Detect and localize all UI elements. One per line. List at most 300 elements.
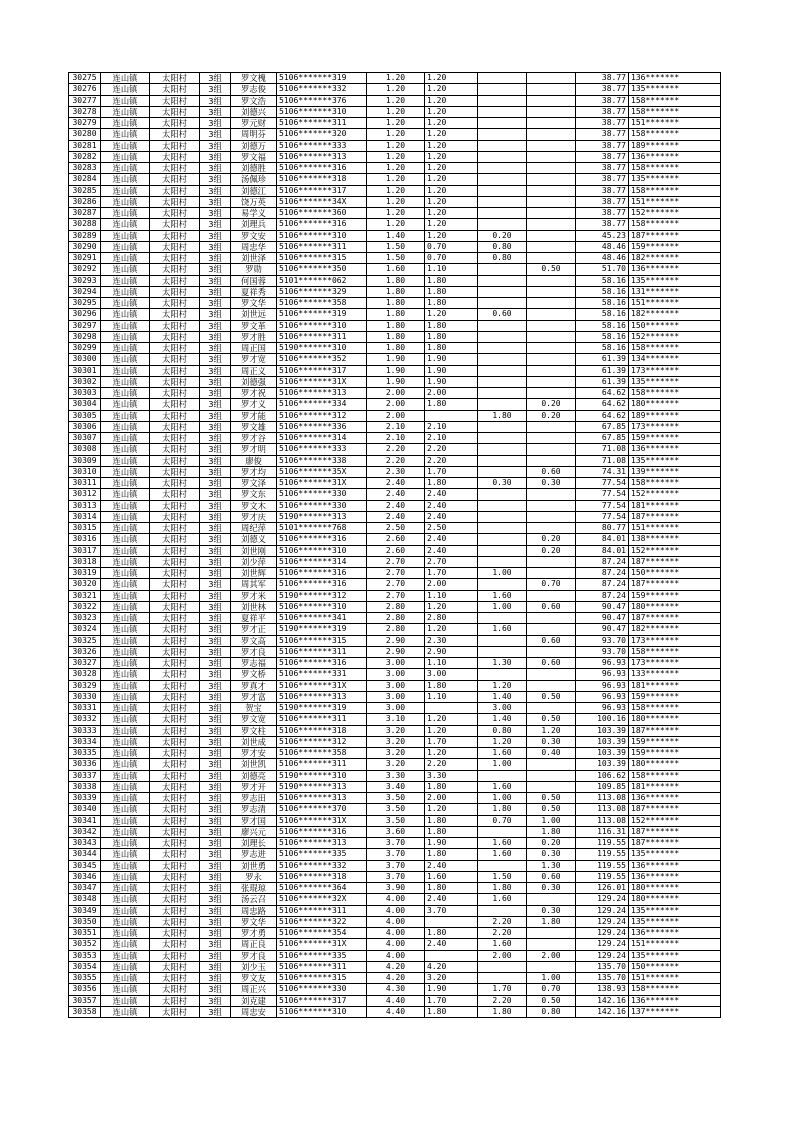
cell-area-col-c bbox=[527, 590, 576, 601]
cell-area-col-c bbox=[527, 253, 576, 264]
cell-village: 太阳村 bbox=[150, 466, 200, 477]
cell-area-col-a: 1.20 bbox=[425, 196, 478, 207]
cell-town: 连山镇 bbox=[101, 973, 150, 984]
cell-village: 太阳村 bbox=[150, 84, 200, 95]
table-row bbox=[69, 388, 721, 399]
cell-group: 3组 bbox=[200, 365, 231, 376]
cell-total-area: 3.40 bbox=[367, 781, 425, 792]
cell-phone: 187******* bbox=[629, 826, 721, 837]
cell-amount: 58.16 bbox=[576, 286, 629, 297]
cell-town: 连山镇 bbox=[101, 928, 150, 939]
table-row bbox=[69, 410, 721, 421]
cell-amount: 58.16 bbox=[576, 309, 629, 320]
cell-total-area: 3.50 bbox=[367, 815, 425, 826]
cell-amount: 113.08 bbox=[576, 804, 629, 815]
cell-amount: 138.93 bbox=[576, 984, 629, 995]
cell-total-area: 3.00 bbox=[367, 703, 425, 714]
cell-town: 连山镇 bbox=[101, 916, 150, 927]
cell-total-area: 2.40 bbox=[367, 511, 425, 522]
cell-amount: 126.01 bbox=[576, 883, 629, 894]
cell-area-col-c bbox=[527, 781, 576, 792]
table-row bbox=[69, 118, 721, 129]
cell-total-area: 3.90 bbox=[367, 883, 425, 894]
cell-area-col-a: 2.20 bbox=[425, 455, 478, 466]
cell-town: 连山镇 bbox=[101, 568, 150, 579]
cell-amount: 38.77 bbox=[576, 174, 629, 185]
table-row bbox=[69, 736, 721, 747]
cell-row-id: 30309 bbox=[69, 455, 101, 466]
cell-id-number: 5106*******311 bbox=[277, 241, 367, 252]
cell-area-col-c: 0.60 bbox=[527, 658, 576, 669]
cell-amount: 90.47 bbox=[576, 613, 629, 624]
table-row bbox=[69, 399, 721, 410]
cell-name: 罗文宽 bbox=[231, 714, 277, 725]
cell-name: 刘德江 bbox=[231, 185, 277, 196]
cell-group: 3组 bbox=[200, 995, 231, 1006]
cell-name: 何国蓉 bbox=[231, 275, 277, 286]
table-row bbox=[69, 376, 721, 387]
cell-row-id: 30292 bbox=[69, 264, 101, 275]
cell-total-area: 1.20 bbox=[367, 95, 425, 106]
table-row bbox=[69, 759, 721, 770]
cell-row-id: 30286 bbox=[69, 196, 101, 207]
cell-total-area: 1.20 bbox=[367, 219, 425, 230]
cell-area-col-a: 1.20 bbox=[425, 118, 478, 129]
cell-area-col-a: 1.80 bbox=[425, 286, 478, 297]
cell-village: 太阳村 bbox=[150, 511, 200, 522]
cell-area-col-b: 1.60 bbox=[478, 849, 527, 860]
cell-id-number: 5106*******320 bbox=[277, 129, 367, 140]
cell-area-col-a: 1.20 bbox=[425, 219, 478, 230]
table-row bbox=[69, 174, 721, 185]
cell-amount: 129.24 bbox=[576, 905, 629, 916]
cell-row-id: 30349 bbox=[69, 905, 101, 916]
cell-village: 太阳村 bbox=[150, 973, 200, 984]
cell-area-col-c bbox=[527, 140, 576, 151]
cell-phone: 173******* bbox=[629, 658, 721, 669]
cell-phone: 158******* bbox=[629, 646, 721, 657]
cell-area-col-b: 0.20 bbox=[478, 230, 527, 241]
cell-amount: 129.24 bbox=[576, 894, 629, 905]
cell-area-col-c bbox=[527, 433, 576, 444]
cell-name: 罗才安 bbox=[231, 748, 277, 759]
cell-name: 罗文安 bbox=[231, 230, 277, 241]
cell-row-id: 30285 bbox=[69, 185, 101, 196]
cell-amount: 71.08 bbox=[576, 444, 629, 455]
cell-total-area: 3.70 bbox=[367, 860, 425, 871]
cell-name: 周正义 bbox=[231, 365, 277, 376]
cell-group: 3组 bbox=[200, 635, 231, 646]
cell-village: 太阳村 bbox=[150, 309, 200, 320]
cell-village: 太阳村 bbox=[150, 770, 200, 781]
cell-area-col-b: 1.00 bbox=[478, 601, 527, 612]
cell-row-id: 30344 bbox=[69, 849, 101, 860]
cell-phone: 189******* bbox=[629, 410, 721, 421]
cell-id-number: 5106*******310 bbox=[277, 601, 367, 612]
cell-area-col-c: 0.30 bbox=[527, 883, 576, 894]
table-row bbox=[69, 860, 721, 871]
cell-phone: 134******* bbox=[629, 354, 721, 365]
cell-row-id: 30354 bbox=[69, 961, 101, 972]
cell-id-number: 5106*******370 bbox=[277, 804, 367, 815]
cell-village: 太阳村 bbox=[150, 860, 200, 871]
cell-town: 连山镇 bbox=[101, 478, 150, 489]
cell-town: 连山镇 bbox=[101, 658, 150, 669]
cell-group: 3组 bbox=[200, 556, 231, 567]
cell-name: 刘世成 bbox=[231, 736, 277, 747]
cell-town: 连山镇 bbox=[101, 500, 150, 511]
cell-area-col-a: 1.80 bbox=[425, 680, 478, 691]
cell-phone: 151******* bbox=[629, 523, 721, 534]
cell-row-id: 30326 bbox=[69, 646, 101, 657]
cell-group: 3组 bbox=[200, 984, 231, 995]
cell-area-col-b: 1.00 bbox=[478, 759, 527, 770]
cell-area-col-c: 2.00 bbox=[527, 950, 576, 961]
cell-area-col-a: 1.20 bbox=[425, 84, 478, 95]
cell-name: 廖兴元 bbox=[231, 826, 277, 837]
cell-group: 3组 bbox=[200, 691, 231, 702]
cell-group: 3组 bbox=[200, 118, 231, 129]
cell-village: 太阳村 bbox=[150, 523, 200, 534]
cell-name: 罗才庆 bbox=[231, 511, 277, 522]
cell-phone: 158******* bbox=[629, 984, 721, 995]
cell-area-col-a: 1.90 bbox=[425, 365, 478, 376]
cell-name: 罗才义 bbox=[231, 399, 277, 410]
cell-area-col-b: 1.80 bbox=[478, 410, 527, 421]
cell-amount: 38.77 bbox=[576, 151, 629, 162]
cell-village: 太阳村 bbox=[150, 759, 200, 770]
cell-area-col-b: 2.20 bbox=[478, 916, 527, 927]
cell-town: 连山镇 bbox=[101, 714, 150, 725]
cell-id-number: 5106*******364 bbox=[277, 883, 367, 894]
cell-area-col-b bbox=[478, 298, 527, 309]
cell-group: 3组 bbox=[200, 478, 231, 489]
cell-name: 罗才良 bbox=[231, 646, 277, 657]
cell-town: 连山镇 bbox=[101, 984, 150, 995]
cell-amount: 96.93 bbox=[576, 680, 629, 691]
cell-group: 3组 bbox=[200, 658, 231, 669]
cell-name: 罗文革 bbox=[231, 320, 277, 331]
cell-town: 连山镇 bbox=[101, 219, 150, 230]
cell-area-col-c bbox=[527, 298, 576, 309]
cell-name: 周正良 bbox=[231, 939, 277, 950]
cell-id-number: 5106*******317 bbox=[277, 185, 367, 196]
cell-area-col-b: 1.70 bbox=[478, 984, 527, 995]
cell-id-number: 5106*******316 bbox=[277, 658, 367, 669]
cell-name: 夏祥平 bbox=[231, 613, 277, 624]
cell-total-area: 2.00 bbox=[367, 388, 425, 399]
cell-area-col-a: 1.70 bbox=[425, 995, 478, 1006]
cell-town: 连山镇 bbox=[101, 241, 150, 252]
cell-area-col-a bbox=[425, 410, 478, 421]
cell-town: 连山镇 bbox=[101, 174, 150, 185]
cell-area-col-b: 0.60 bbox=[478, 309, 527, 320]
cell-total-area: 1.60 bbox=[367, 264, 425, 275]
cell-total-area: 1.80 bbox=[367, 309, 425, 320]
cell-amount: 58.16 bbox=[576, 275, 629, 286]
cell-village: 太阳村 bbox=[150, 624, 200, 635]
cell-total-area: 1.20 bbox=[367, 129, 425, 140]
cell-total-area: 2.80 bbox=[367, 601, 425, 612]
table-row bbox=[69, 466, 721, 477]
table-row bbox=[69, 106, 721, 117]
cell-amount: 48.46 bbox=[576, 253, 629, 264]
cell-phone: 182******* bbox=[629, 624, 721, 635]
cell-name: 张琨琼 bbox=[231, 883, 277, 894]
cell-area-col-c: 0.50 bbox=[527, 804, 576, 815]
cell-area-col-a: 2.40 bbox=[425, 545, 478, 556]
cell-town: 连山镇 bbox=[101, 691, 150, 702]
table-row bbox=[69, 163, 721, 174]
cell-area-col-b bbox=[478, 669, 527, 680]
cell-total-area: 1.20 bbox=[367, 151, 425, 162]
cell-id-number: 5190*******310 bbox=[277, 770, 367, 781]
cell-town: 连山镇 bbox=[101, 455, 150, 466]
cell-id-number: 5106*******31X bbox=[277, 815, 367, 826]
cell-town: 连山镇 bbox=[101, 793, 150, 804]
cell-village: 太阳村 bbox=[150, 815, 200, 826]
cell-total-area: 2.70 bbox=[367, 568, 425, 579]
cell-area-col-b bbox=[478, 118, 527, 129]
cell-area-col-a: 1.80 bbox=[425, 1006, 478, 1017]
cell-amount: 84.01 bbox=[576, 534, 629, 545]
cell-group: 3组 bbox=[200, 106, 231, 117]
cell-area-col-b bbox=[478, 106, 527, 117]
cell-phone: 158******* bbox=[629, 129, 721, 140]
cell-group: 3组 bbox=[200, 73, 231, 84]
cell-name: 罗文高 bbox=[231, 635, 277, 646]
cell-town: 连山镇 bbox=[101, 320, 150, 331]
table-row bbox=[69, 928, 721, 939]
table-row bbox=[69, 208, 721, 219]
cell-amount: 38.77 bbox=[576, 106, 629, 117]
cell-total-area: 2.80 bbox=[367, 624, 425, 635]
cell-area-col-a: 1.10 bbox=[425, 264, 478, 275]
cell-area-col-c: 1.80 bbox=[527, 826, 576, 837]
cell-phone: 151******* bbox=[629, 939, 721, 950]
cell-amount: 67.85 bbox=[576, 421, 629, 432]
cell-total-area: 1.80 bbox=[367, 286, 425, 297]
cell-town: 连山镇 bbox=[101, 275, 150, 286]
cell-id-number: 5106*******318 bbox=[277, 725, 367, 736]
table-row bbox=[69, 849, 721, 860]
cell-total-area: 1.50 bbox=[367, 253, 425, 264]
cell-village: 太阳村 bbox=[150, 601, 200, 612]
cell-area-col-b bbox=[478, 73, 527, 84]
cell-id-number: 5106*******313 bbox=[277, 388, 367, 399]
cell-id-number: 5101*******062 bbox=[277, 275, 367, 286]
table-row bbox=[69, 421, 721, 432]
cell-phone: 136******* bbox=[629, 264, 721, 275]
table-row bbox=[69, 691, 721, 702]
cell-name: 廖俊 bbox=[231, 455, 277, 466]
cell-area-col-b bbox=[478, 140, 527, 151]
cell-area-col-b bbox=[478, 84, 527, 95]
cell-area-col-b: 1.60 bbox=[478, 838, 527, 849]
cell-group: 3组 bbox=[200, 860, 231, 871]
cell-total-area: 1.80 bbox=[367, 331, 425, 342]
cell-amount: 113.08 bbox=[576, 793, 629, 804]
cell-name: 刘德义 bbox=[231, 534, 277, 545]
cell-area-col-c bbox=[527, 106, 576, 117]
cell-id-number: 5106*******350 bbox=[277, 264, 367, 275]
cell-name: 罗志田 bbox=[231, 793, 277, 804]
cell-area-col-b bbox=[478, 174, 527, 185]
table-row bbox=[69, 230, 721, 241]
cell-total-area: 2.00 bbox=[367, 399, 425, 410]
cell-phone: 187******* bbox=[629, 613, 721, 624]
cell-id-number: 5106*******336 bbox=[277, 421, 367, 432]
cell-village: 太阳村 bbox=[150, 725, 200, 736]
cell-town: 连山镇 bbox=[101, 669, 150, 680]
cell-id-number: 5106*******314 bbox=[277, 556, 367, 567]
cell-row-id: 30303 bbox=[69, 388, 101, 399]
cell-village: 太阳村 bbox=[150, 489, 200, 500]
cell-group: 3组 bbox=[200, 950, 231, 961]
table-row bbox=[69, 950, 721, 961]
cell-total-area: 4.40 bbox=[367, 995, 425, 1006]
cell-area-col-b bbox=[478, 95, 527, 106]
cell-area-col-c: 0.50 bbox=[527, 995, 576, 1006]
cell-area-col-c: 0.60 bbox=[527, 635, 576, 646]
cell-town: 连山镇 bbox=[101, 343, 150, 354]
cell-area-col-c bbox=[527, 275, 576, 286]
cell-area-col-b bbox=[478, 151, 527, 162]
cell-phone: 158******* bbox=[629, 219, 721, 230]
cell-area-col-a: 1.80 bbox=[425, 883, 478, 894]
cell-row-id: 30346 bbox=[69, 871, 101, 882]
cell-area-col-a bbox=[425, 950, 478, 961]
cell-area-col-a: 0.70 bbox=[425, 241, 478, 252]
cell-id-number: 5106*******315 bbox=[277, 635, 367, 646]
cell-total-area: 2.10 bbox=[367, 421, 425, 432]
cell-town: 连山镇 bbox=[101, 466, 150, 477]
cell-name: 汤佩珍 bbox=[231, 174, 277, 185]
cell-id-number: 5106*******316 bbox=[277, 534, 367, 545]
cell-name: 罗才良 bbox=[231, 950, 277, 961]
cell-phone: 158******* bbox=[629, 185, 721, 196]
cell-id-number: 5106*******352 bbox=[277, 354, 367, 365]
cell-town: 连山镇 bbox=[101, 646, 150, 657]
cell-phone: 187******* bbox=[629, 804, 721, 815]
cell-name: 罗才开 bbox=[231, 781, 277, 792]
cell-town: 连山镇 bbox=[101, 129, 150, 140]
table-row bbox=[69, 601, 721, 612]
cell-id-number: 5106*******316 bbox=[277, 568, 367, 579]
cell-village: 太阳村 bbox=[150, 939, 200, 950]
cell-amount: 38.77 bbox=[576, 219, 629, 230]
cell-id-number: 5106*******310 bbox=[277, 545, 367, 556]
cell-amount: 77.54 bbox=[576, 500, 629, 511]
cell-name: 刘少萍 bbox=[231, 556, 277, 567]
cell-area-col-b bbox=[478, 613, 527, 624]
cell-id-number: 5106*******313 bbox=[277, 691, 367, 702]
cell-id-number: 5106*******318 bbox=[277, 174, 367, 185]
cell-row-id: 30328 bbox=[69, 669, 101, 680]
cell-area-col-b: 0.30 bbox=[478, 478, 527, 489]
cell-id-number: 5106*******322 bbox=[277, 916, 367, 927]
cell-area-col-b: 1.80 bbox=[478, 883, 527, 894]
table-row bbox=[69, 196, 721, 207]
cell-amount: 71.08 bbox=[576, 455, 629, 466]
cell-row-id: 30350 bbox=[69, 916, 101, 927]
table-row bbox=[69, 129, 721, 140]
cell-id-number: 5106*******316 bbox=[277, 579, 367, 590]
cell-amount: 129.24 bbox=[576, 950, 629, 961]
cell-village: 太阳村 bbox=[150, 185, 200, 196]
cell-name: 刘理兵 bbox=[231, 219, 277, 230]
cell-amount: 96.93 bbox=[576, 658, 629, 669]
table-row bbox=[69, 354, 721, 365]
cell-village: 太阳村 bbox=[150, 545, 200, 556]
cell-total-area: 1.80 bbox=[367, 320, 425, 331]
cell-group: 3组 bbox=[200, 568, 231, 579]
cell-area-col-c bbox=[527, 185, 576, 196]
cell-area-col-b bbox=[478, 860, 527, 871]
cell-amount: 77.54 bbox=[576, 478, 629, 489]
cell-name: 刘少玉 bbox=[231, 961, 277, 972]
cell-phone: 159******* bbox=[629, 590, 721, 601]
cell-area-col-c bbox=[527, 208, 576, 219]
cell-name: 刘世刚 bbox=[231, 545, 277, 556]
cell-row-id: 30294 bbox=[69, 286, 101, 297]
cell-name: 刘世泽 bbox=[231, 253, 277, 264]
cell-name: 罗勋 bbox=[231, 264, 277, 275]
cell-phone: 173******* bbox=[629, 635, 721, 646]
cell-area-col-c bbox=[527, 343, 576, 354]
cell-town: 连山镇 bbox=[101, 95, 150, 106]
cell-phone: 181******* bbox=[629, 680, 721, 691]
cell-phone: 158******* bbox=[629, 106, 721, 117]
cell-area-col-b bbox=[478, 905, 527, 916]
cell-amount: 119.55 bbox=[576, 860, 629, 871]
cell-area-col-a: 1.80 bbox=[425, 399, 478, 410]
cell-group: 3组 bbox=[200, 230, 231, 241]
cell-town: 连山镇 bbox=[101, 601, 150, 612]
cell-area-col-b: 1.40 bbox=[478, 691, 527, 702]
cell-row-id: 30291 bbox=[69, 253, 101, 264]
cell-village: 太阳村 bbox=[150, 151, 200, 162]
cell-group: 3组 bbox=[200, 804, 231, 815]
cell-village: 太阳村 bbox=[150, 714, 200, 725]
cell-id-number: 5106*******376 bbox=[277, 95, 367, 106]
cell-area-col-a: 1.80 bbox=[425, 298, 478, 309]
cell-total-area: 4.00 bbox=[367, 928, 425, 939]
cell-area-col-c: 0.50 bbox=[527, 691, 576, 702]
table-row bbox=[69, 590, 721, 601]
table-row bbox=[69, 894, 721, 905]
cell-amount: 77.54 bbox=[576, 489, 629, 500]
cell-phone: 136******* bbox=[629, 928, 721, 939]
cell-id-number: 5106*******358 bbox=[277, 748, 367, 759]
cell-phone: 159******* bbox=[629, 691, 721, 702]
cell-area-col-b: 1.60 bbox=[478, 748, 527, 759]
cell-area-col-b bbox=[478, 275, 527, 286]
cell-name: 汤云召 bbox=[231, 894, 277, 905]
cell-total-area: 4.00 bbox=[367, 894, 425, 905]
cell-area-col-a: 2.70 bbox=[425, 556, 478, 567]
cell-name: 罗文泽 bbox=[231, 478, 277, 489]
cell-village: 太阳村 bbox=[150, 871, 200, 882]
cell-village: 太阳村 bbox=[150, 365, 200, 376]
cell-row-id: 30331 bbox=[69, 703, 101, 714]
cell-area-col-c bbox=[527, 500, 576, 511]
cell-area-col-b: 1.50 bbox=[478, 871, 527, 882]
cell-area-col-c bbox=[527, 556, 576, 567]
cell-total-area: 1.20 bbox=[367, 185, 425, 196]
cell-group: 3组 bbox=[200, 275, 231, 286]
cell-id-number: 5106*******316 bbox=[277, 219, 367, 230]
